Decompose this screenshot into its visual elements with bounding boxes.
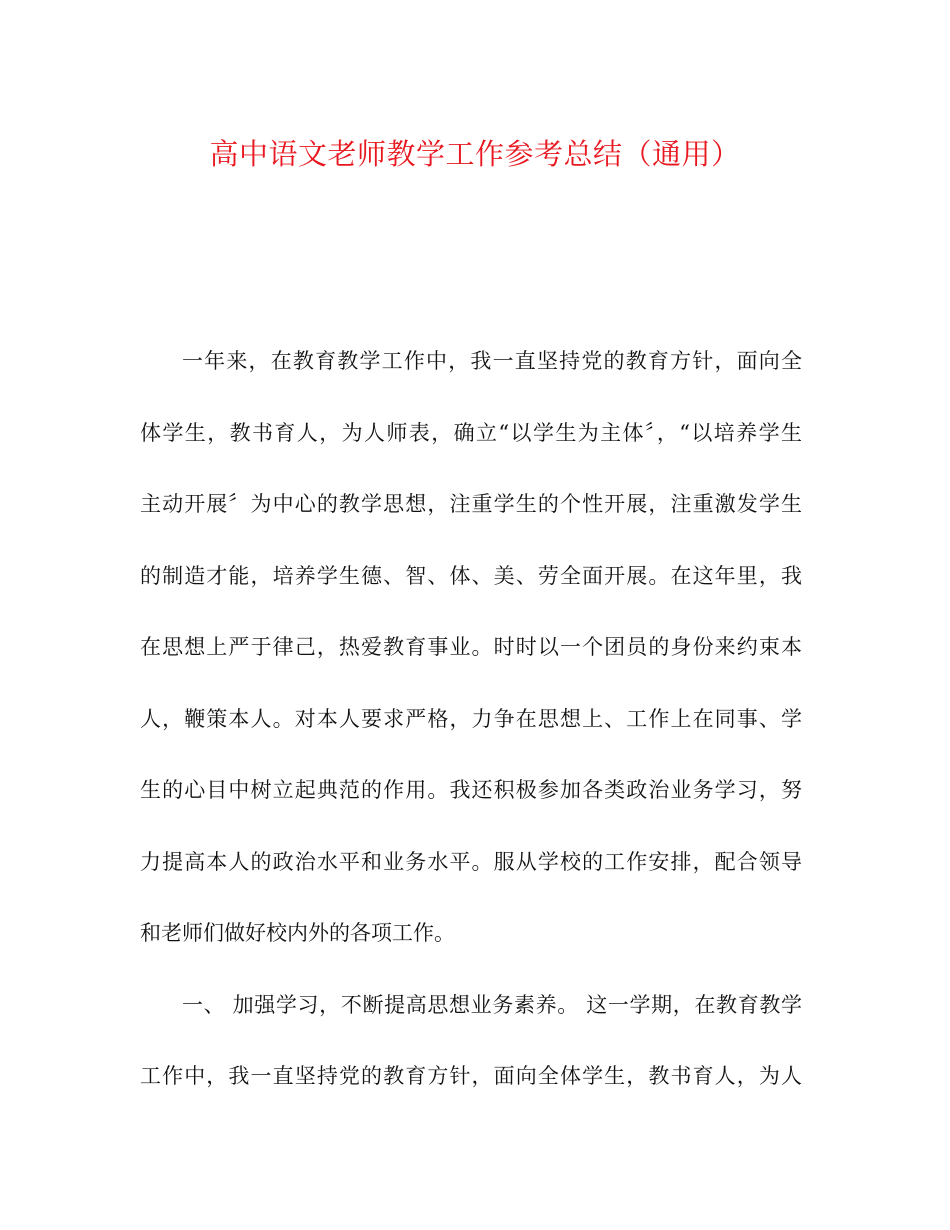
document-body bbox=[140, 326, 802, 1113]
body-line: 主动开展〞为中心的教学思想，注重学生的个性开展，注重激发学生 bbox=[140, 492, 802, 516]
body-line: 生的心目中树立起典范的作用。我还积极参加各类政治业务学习，努 bbox=[140, 778, 802, 802]
body-line: 的制造才能，培养学生德、智、体、美、劳全面开展。在这年里，我 bbox=[140, 563, 802, 588]
body-line: 一年来，在教育教学工作中，我一直坚持党的教育方针，面向全 bbox=[182, 349, 802, 373]
body-line: 在思想上严于律己，热爱教育事业。时时以一个团员的身份来约束本 bbox=[140, 635, 802, 659]
body-line: 力提高本人的政治水平和业务水平。服从学校的工作安排，配合领导 bbox=[140, 849, 802, 874]
body-line: 体学生，教书育人，为人师表，确立“以学生为主体〞，“以培养学生 bbox=[140, 420, 802, 445]
body-line: 和老师们做好校内外的各项工作。 bbox=[140, 921, 455, 945]
body-line: 一、 加强学习，不断提高思想业务素养。 这一学期，在教育教学 bbox=[182, 992, 802, 1017]
document-title: 高中语文老师教学工作参考总结（通用） bbox=[209, 137, 741, 171]
body-line: 人，鞭策本人。对本人要求严格，力争在思想上、工作上在同事、学 bbox=[140, 706, 802, 731]
body-line: 工作中，我一直坚持党的教育方针，面向全体学生，教书育人，为人 bbox=[140, 1064, 802, 1088]
